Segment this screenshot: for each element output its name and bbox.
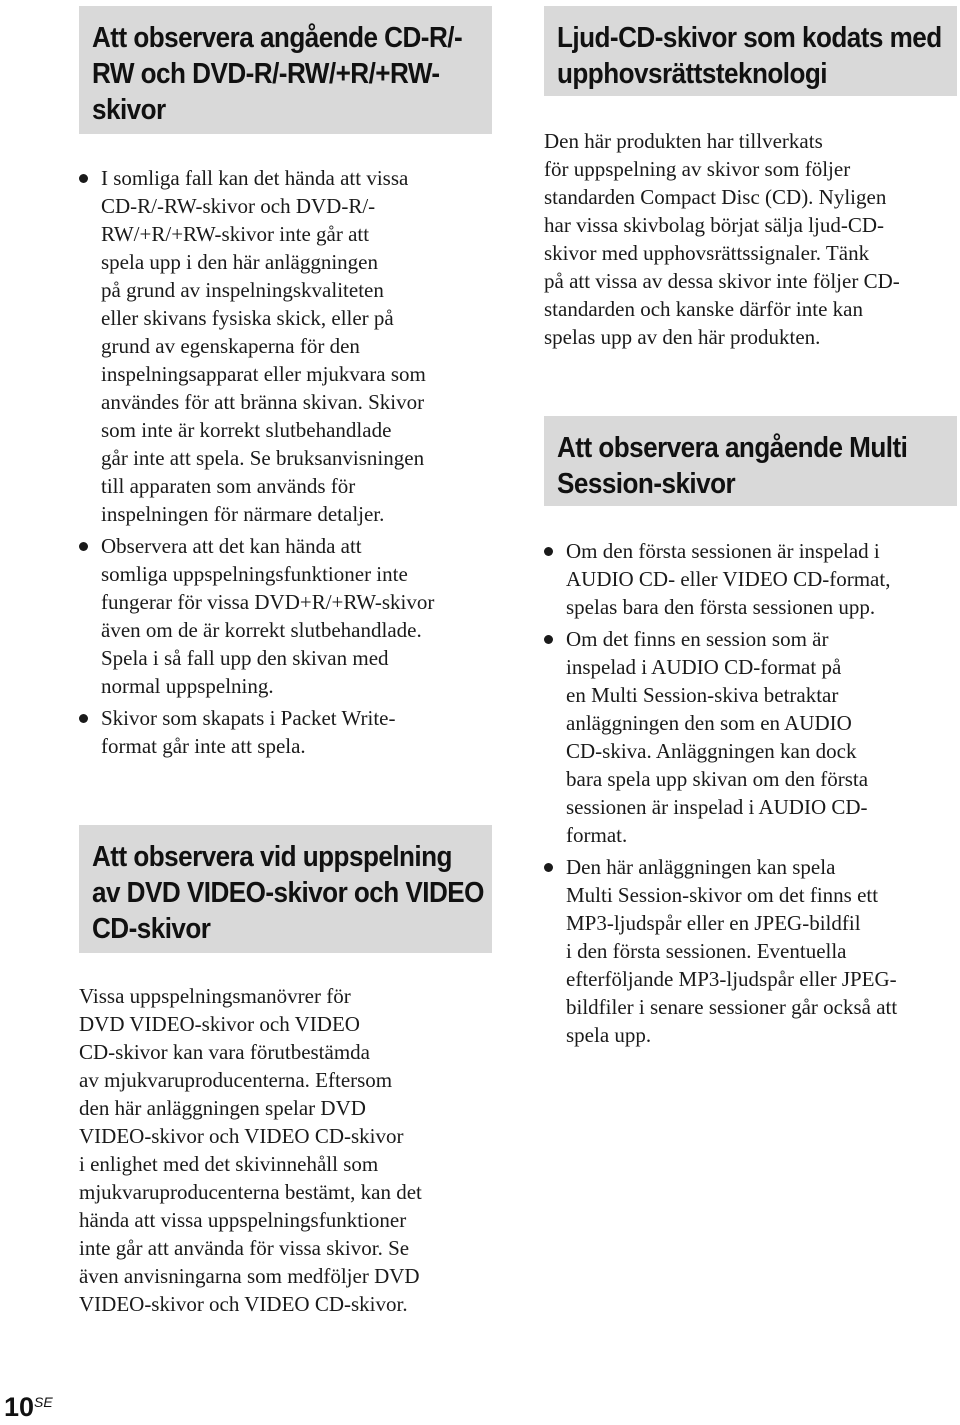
text-line: somliga uppspelningsfunktioner inte [101,562,408,586]
section-heading-cd-r-rw [79,6,492,134]
copy-protected-cd-paragraph [544,127,958,351]
section-heading-copy-protected-cd [544,6,957,96]
list-item [544,853,958,1049]
text-line: på att vissa av dessa skivor inte följer CD- [544,269,900,293]
text-line: mjukvaruproducenterna bestämt, kan det [79,1180,422,1204]
text-line: Om det finns en session som är [566,627,829,651]
bullet-icon [79,174,88,183]
text-line: efterföljande MP3-ljudspår eller JPEG- [566,967,897,991]
page-number [4,1392,53,1423]
text-line: inspelningsapparat eller mjukvara som [101,362,426,386]
text-line: hända att vissa uppspelningsfunktioner [79,1208,407,1232]
text-line: i enlighet med det skivinnehåll som [79,1152,379,1176]
text-line: normal uppspelning. [101,674,274,698]
list-item [79,704,509,760]
heading-line: CD-skivor [92,913,211,945]
text-line: MP3-ljudspår eller en JPEG-bildfil [566,911,861,935]
section-heading-multi-session [544,416,957,506]
text-line: standarden Compact Disc (CD). Nyligen [544,185,887,209]
text-line: den här anläggningen spelar DVD [79,1096,366,1120]
text-line: en Multi Session-skiva betraktar [566,683,839,707]
text-line: VIDEO-skivor och VIDEO CD-skivor [79,1124,404,1148]
text-line: format. [566,823,628,847]
text-line: för uppspelning av skivor som följer [544,157,851,181]
bullet-icon [544,547,553,556]
text-line: AUDIO CD- eller VIDEO CD-format, [566,567,891,591]
bullet-icon [79,714,88,723]
text-line: inspelad i AUDIO CD-format på [566,655,842,679]
list-item [79,164,509,528]
text-line: inspelningen för närmare detaljer. [101,502,385,526]
cd-r-rw-bullet-list [79,164,509,764]
text-line: Vissa uppspelningsmanövrer för [79,984,351,1008]
text-line: även anvisningarna som medföljer DVD [79,1264,420,1288]
text-line: Spela i så fall upp den skivan med [101,646,389,670]
multi-session-bullet-list [544,537,958,1053]
text-line: CD-skiva. Anläggningen kan dock [566,739,857,763]
text-line: skivor med upphovsrättssignaler. Tänk [544,241,870,265]
text-line: RW/+R/+RW-skivor inte går att [101,222,370,246]
text-line: även om de är korrekt slutbehandlade. [101,618,422,642]
text-line: användes för att bränna skivan. Skivor [101,390,425,414]
text-line: CD-R/-RW-skivor och DVD-R/- [101,194,376,218]
text-line: spelas bara den första sessionen upp. [566,595,876,619]
text-line: har vissa skivbolag börjat sälja ljud-CD- [544,213,885,237]
text-line: inte går att använda för vissa skivor. Se [79,1236,410,1260]
bullet-icon [544,863,553,872]
text-line: Om den första sessionen är inspelad i [566,539,880,563]
heading-line: upphovsrättsteknologi [557,58,827,90]
text-line: fungerar för vissa DVD+R/+RW-skivor [101,590,435,614]
text-line: spela upp i den här anläggningen [101,250,378,274]
text-line: på grund av inspelningskvaliteten [101,278,384,302]
text-line: bildfiler i senare sessioner går också att [566,995,898,1019]
text-line: till apparaten som används för [101,474,356,498]
text-line: går inte att spela. Se bruksanvisningen [101,446,425,470]
dvd-video-paragraph [79,982,509,1318]
text-line: Skivor som skapats i Packet Write- [101,706,396,730]
text-line: DVD VIDEO-skivor och VIDEO [79,1012,360,1036]
text-line: Observera att det kan hända att [101,534,362,558]
text-line: grund av egenskaperna för den [101,334,360,358]
heading-line: Att observera angående Multi [557,432,908,464]
text-line: CD-skivor kan vara förutbestämda [79,1040,370,1064]
page-number-value: 10 [4,1392,35,1422]
heading-line: Session-skivor [557,468,736,500]
section-heading-dvd-video-playback [79,825,492,953]
bullet-icon [79,542,88,551]
text-line: spelas upp av den här produkten. [544,325,821,349]
text-line: som inte är korrekt slutbehandlade [101,418,392,442]
text-line: bara spela upp skivan om den första [566,767,869,791]
list-item [544,537,958,621]
bullet-icon [544,635,553,644]
text-line: Den här produkten har tillverkats [544,129,823,153]
list-item [544,625,958,849]
text-line: spela upp. [566,1023,652,1047]
text-line: anläggningen den som en AUDIO [566,711,852,735]
text-line: format går inte att spela. [101,734,306,758]
text-line: eller skivans fysiska skick, eller på [101,306,394,330]
text-line: VIDEO-skivor och VIDEO CD-skivor. [79,1292,408,1316]
text-line: sessionen är inspelad i AUDIO CD- [566,795,868,819]
heading-line: Att observera vid uppspelning [92,841,452,873]
text-line: I somliga fall kan det hända att vissa [101,166,409,190]
heading-line: Ljud-CD-skivor som kodats med [557,22,942,54]
text-line: i den första sessionen. Eventuella [566,939,847,963]
heading-line: RW och DVD-R/-RW/+R/+RW- [92,58,440,90]
heading-line: Att observera angående CD-R/- [92,22,463,54]
text-line: standarden och kanske därför inte kan [544,297,863,321]
text-line: av mjukvaruproducenterna. Eftersom [79,1068,393,1092]
heading-line: av DVD VIDEO-skivor och VIDEO [92,877,484,909]
text-line: Multi Session-skivor om det finns ett [566,883,879,907]
heading-line: skivor [92,94,166,126]
page-number-suffix: SE [34,1394,53,1410]
text-line: Den här anläggningen kan spela [566,855,836,879]
list-item [79,532,509,700]
